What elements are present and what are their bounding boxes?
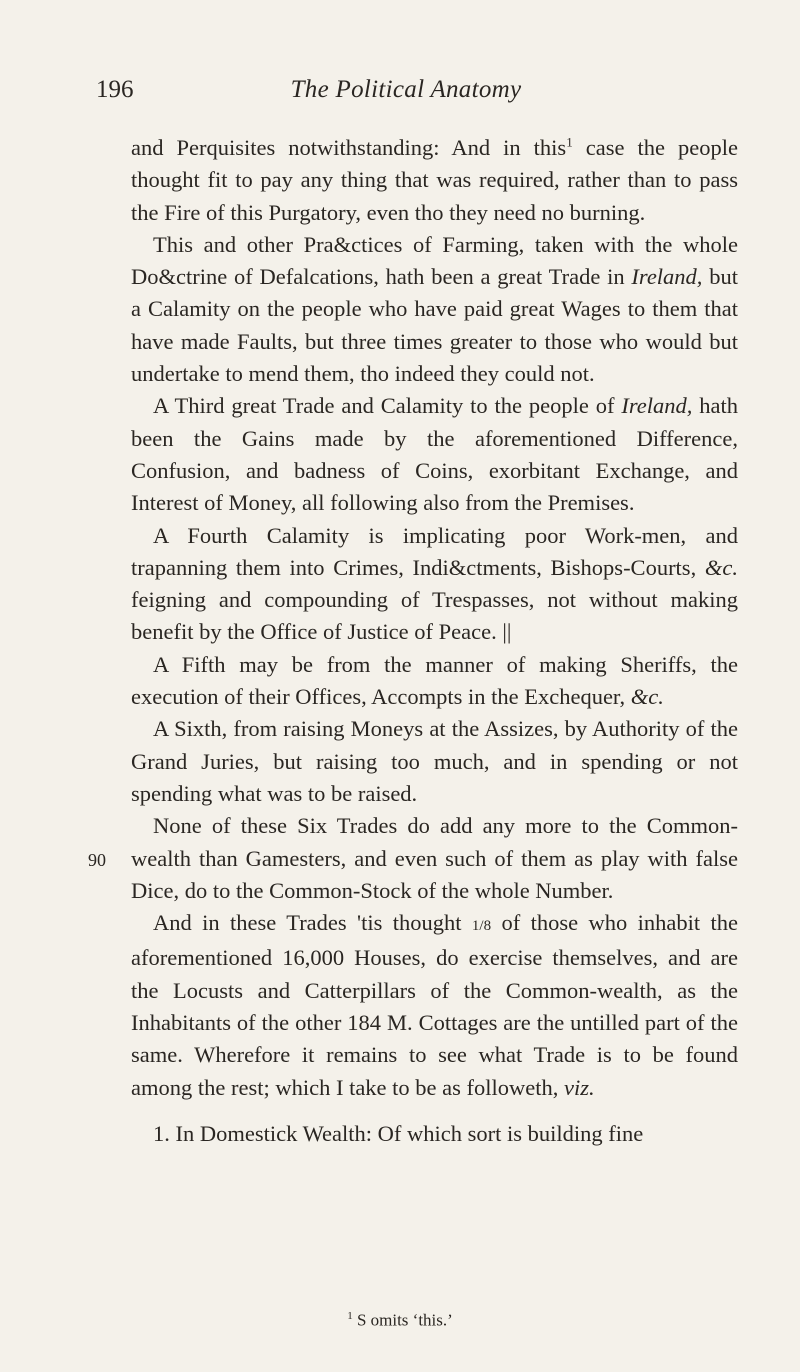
paragraph-5: A Fifth may be from the manner of making Sheriffs, the execution of their Offices, Accompts in the Exchequer, &c.: [131, 651, 738, 710]
paragraph-3: A Third great Trade and Calamity to the people of Ireland, hath been the Gains made by the aforementioned Difference, Confusion, and badness of Coins, exorbitant Exchange, and Interest of Money, all following also from the Premises.: [131, 393, 738, 516]
paragraph-9: 1. In Domestick Wealth: Of which sort is building fine: [153, 1120, 644, 1146]
body-text: [131, 132, 738, 1150]
footnote-marker: 1: [347, 1310, 353, 1322]
paragraph-2: This and other Pra&ctices of Farming, taken with the whole Do&ctrine of Defalcations, hath been a great Trade in Ireland, but a Calamity on the people who have paid great Wages to them that have made Faults, but three times greater to those who would but undertake to mend them, tho indeed they could not.: [131, 231, 738, 387]
page-number: 196: [96, 76, 134, 103]
paragraph-8: And in these Trades 'tis thought 1/8 of those who inhabit the aforementioned 16,000 Houses, do exercise themselves, and are the Locusts and Catterpillars of the Common-wealth, as the Inhabitants of the other 184 M. Cottages are the untilled part of the same. Wherefore it remains to see what Trade is to be found among the rest; which I take to be as followeth, viz.: [131, 910, 738, 1100]
footnote: [0, 1310, 800, 1331]
footnote-reference: 1: [566, 134, 573, 150]
paragraph-7: None of these Six Trades do add any more to the Common-wealth than Gamesters, and even such of them as play with false Dice, do to the Common-Stock of the whole Number.: [131, 813, 738, 903]
footnote-text: S omits ‘this.’: [352, 1310, 453, 1330]
paragraph-1: and Perquisites notwithstanding: And in this$^1$ case the people thought fit to pay any thing that was required, rather than to pass the Fire of this Purgatory, even tho they need no burning.: [131, 134, 738, 225]
paragraph-6: A Sixth, from raising Moneys at the Assizes, by Authority of the Grand Juries, but raising too much, and in spending or not spending what was to be raised.: [131, 716, 738, 806]
margin-line-number: 90: [88, 850, 106, 870]
running-title: The Political Anatomy: [290, 76, 522, 103]
paragraph-4: A Fourth Calamity is implicating poor Work-men, and trapanning them into Crimes, Indi&ctments, Bishops-Courts, &c. feigning and compounding of Trespasses, not without making benefit by the Office of Justice of Peace. ||: [131, 522, 738, 645]
page-header: [96, 76, 716, 116]
fraction: 1/8: [471, 918, 492, 935]
